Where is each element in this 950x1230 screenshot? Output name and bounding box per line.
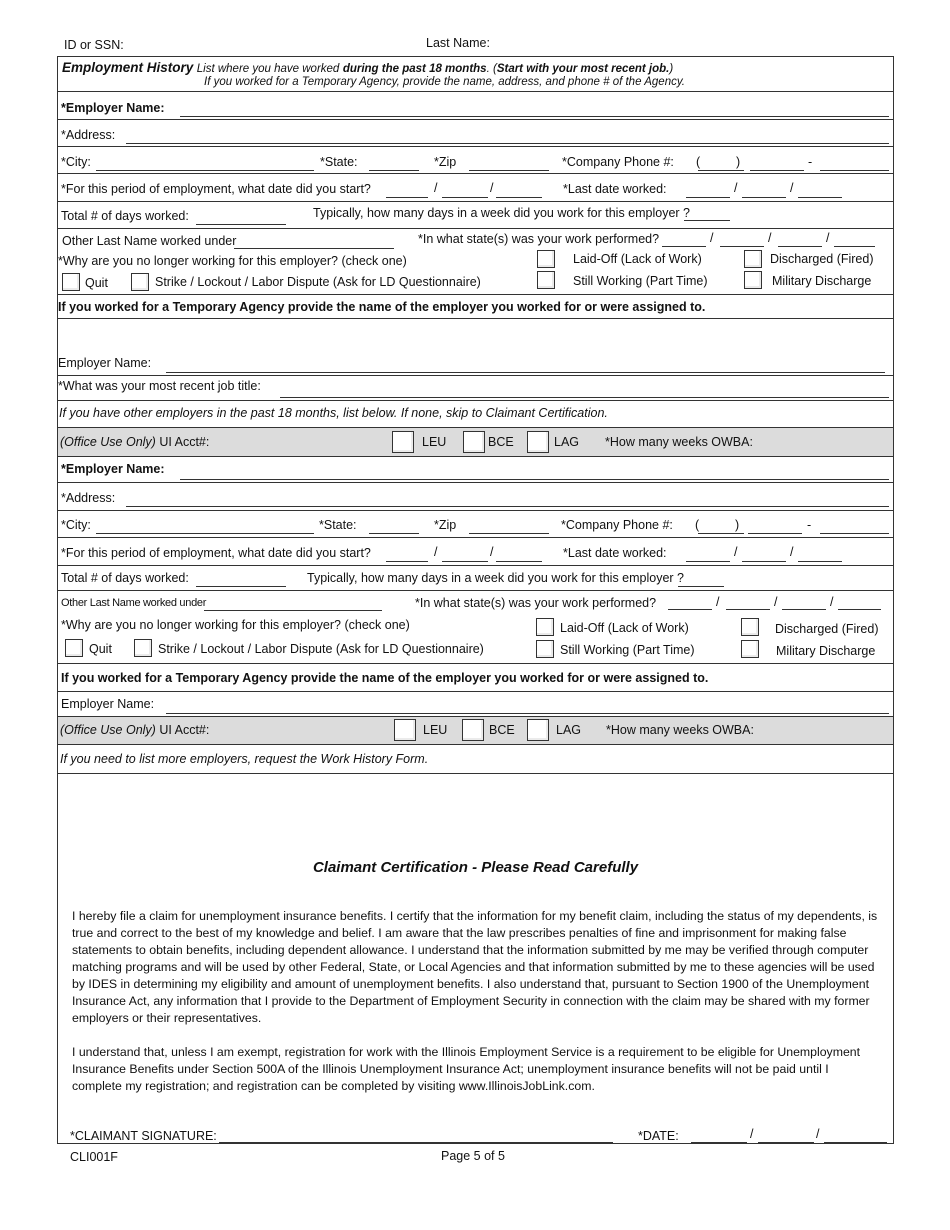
sign-day-field[interactable] [758,1142,814,1143]
employer-2-phone-area-field[interactable] [698,533,744,534]
divider [58,173,893,174]
employer-2-name-field[interactable] [180,479,889,480]
total-days-label: Total # of days worked: [61,209,189,223]
phone-paren-close: ) [736,155,741,169]
phone-dash: - [807,518,812,532]
employer-2-phone-prefix-field[interactable] [748,533,802,534]
temp-employer-name-label: Employer Name: [61,697,155,711]
employer-2-city-field[interactable] [96,533,314,534]
state-slash: / [830,595,834,609]
employer-2-days-per-week-field[interactable] [678,586,724,587]
military-discharge-checkbox[interactable] [741,640,759,658]
start-date-question: *For this period of employment, what date did you start? [61,546,371,560]
leu-label: LEU [422,435,447,449]
military-discharge-label: Military Discharge [772,274,872,288]
work-state-field-3[interactable] [778,246,822,247]
last-day-field[interactable] [742,197,786,198]
city-field[interactable] [96,170,314,171]
lag-checkbox[interactable] [527,431,549,453]
ui-acct-label: UI Acct#: [159,723,210,737]
divider [58,91,893,92]
divider [58,744,893,745]
address-label: *Address: [61,491,116,505]
discharged-label: Discharged (Fired) [770,252,874,266]
signature-field[interactable] [219,1142,613,1143]
employer-2-last-day-field[interactable] [742,561,786,562]
military-discharge-label: Military Discharge [776,644,876,658]
date-slash: / [490,181,494,195]
phone-paren-open: ( [695,518,700,532]
temp-agency-note: If you worked for a Temporary Agency provide the name of the employer you worked for or were assigned to. [58,300,706,314]
leu-label: LEU [423,723,448,737]
city-label: *City: [61,155,91,169]
lag-label: LAG [556,723,582,737]
company-phone-label: *Company Phone #: [561,518,673,532]
discharged-checkbox[interactable] [744,250,762,268]
state-label: *State: [319,518,357,532]
divider [58,456,893,457]
section-title: Employment History [62,60,194,75]
date-label: *DATE: [638,1129,679,1143]
employment-history-form [57,56,894,1144]
why-no-longer-question: *Why are you no longer working for this employer? (check one) [61,618,410,632]
employer-2-work-state-field-3[interactable] [782,609,826,610]
start-day-field[interactable] [442,197,488,198]
other-last-name-field[interactable] [234,248,394,249]
instr-text: . ( [486,63,497,75]
divider [58,691,893,692]
divider [58,482,893,483]
employment-history-heading [62,60,673,75]
phone-paren-open: ( [696,155,701,169]
other-last-name-label: Other Last Name worked under [61,597,207,609]
total-days-label: Total # of days worked: [61,571,189,585]
other-employers-note: If you have other employers in the past 18 months, list below. If none, skip to Claimant Certification. [59,406,608,420]
recent-job-title-question: *What was your most recent job title: [58,379,261,393]
divider [58,400,893,401]
recent-job-title-field[interactable] [280,397,889,398]
lag-label: LAG [554,435,580,449]
divider [58,375,893,376]
city-label: *City: [61,518,91,532]
employer-2-start-day-field[interactable] [442,561,488,562]
employer-2-work-state-field-1[interactable] [668,609,712,610]
days-per-week-question: Typically, how many days in a week did you work for this employer ? [313,206,691,220]
divider [58,716,893,717]
date-slash: / [434,181,438,195]
lag-checkbox[interactable] [527,719,549,741]
leu-checkbox[interactable] [392,431,414,453]
employer-2-work-state-field-4[interactable] [838,609,881,610]
certification-paragraph-2: I understand that, unless I am exempt, registration for work with the Illinois Employment Service is a requirement to be eligible for Unemployment Insurance Benefits under Section 500A of the Illinois Unemployment Insurance Act; unemployment insurance benefits will not be paid until I complete my registration; and registration can be completed by visiting www.IllinoisJobLink.com. [72,1045,861,1093]
form-id: CLI001F [70,1150,118,1164]
last-date-worked-label: *Last date worked: [563,546,667,560]
phone-prefix-field[interactable] [750,170,804,171]
id-ssn-label: ID or SSN: [64,38,124,52]
laid-off-checkbox[interactable] [536,618,554,636]
divider [58,773,893,774]
employer-2-temp-employer-field[interactable] [166,713,889,714]
employer-2-last-month-field[interactable] [686,561,730,562]
strike-checkbox[interactable] [131,273,149,291]
divider [58,537,893,538]
still-working-label: Still Working (Part Time) [573,274,708,288]
office-use-label: (Office Use Only) [60,723,156,737]
employer-2-other-last-name-field[interactable] [204,610,382,611]
instr-bold: during the past 18 months [342,63,487,75]
state-field[interactable] [369,170,419,171]
work-state-field-4[interactable] [834,246,875,247]
state-label: *State: [320,155,358,169]
still-working-checkbox[interactable] [537,271,555,289]
owba-question: *How many weeks OWBA: [606,723,754,737]
date-slash: / [790,181,794,195]
still-working-label: Still Working (Part Time) [560,643,695,657]
leu-checkbox[interactable] [394,719,416,741]
date-slash: / [434,545,438,559]
state-slash: / [710,231,714,245]
zip-field[interactable] [469,170,549,171]
start-date-question: *For this period of employment, what date did you start? [61,182,371,196]
employer-2-work-state-field-2[interactable] [726,609,770,610]
phone-dash: - [808,155,813,169]
divider [58,294,893,295]
laid-off-checkbox[interactable] [537,250,555,268]
date-slash: / [816,1127,820,1141]
divider [58,201,893,202]
state-slash: / [768,231,772,245]
temp-agency-instruction: If you worked for a Temporary Agency, provide the name, address, and phone # of the Agency. [204,76,685,88]
sign-year-field[interactable] [824,1142,887,1143]
instr-text: List where you have worked [196,63,340,75]
more-employers-note: If you need to list more employers, request the Work History Form. [60,752,429,766]
other-last-name-label: Other Last Name worked under [62,234,237,248]
certification-title: Claimant Certification - Please Read Carefully [312,859,639,876]
employer-2-last-year-field[interactable] [798,561,842,562]
why-no-longer-question: *Why are you no longer working for this employer? (check one) [58,254,407,268]
employer-name-label: *Employer Name: [61,101,165,115]
instr-text: ) [669,63,674,75]
start-year-field[interactable] [496,197,542,198]
zip-label: *Zip [434,155,457,169]
address-label: *Address: [61,128,116,142]
divider [58,565,893,566]
still-working-checkbox[interactable] [536,640,554,658]
employer-2-state-field[interactable] [369,533,419,534]
temp-agency-note: If you worked for a Temporary Agency provide the name of the employer you worked for or were assigned to. [61,671,709,685]
state-slash: / [774,595,778,609]
owba-question: *How many weeks OWBA: [605,435,753,449]
bce-checkbox[interactable] [462,719,484,741]
state-slash: / [826,231,830,245]
discharged-checkbox[interactable] [741,618,759,636]
employer-2-total-days-field[interactable] [196,586,286,587]
office-use-block [60,723,209,737]
divider [58,146,893,147]
divider [58,119,893,120]
strike-label: Strike / Lockout / Labor Dispute (Ask for LD Questionnaire) [158,642,484,656]
strike-label: Strike / Lockout / Labor Dispute (Ask for LD Questionnaire) [155,275,481,289]
quit-checkbox[interactable] [62,273,80,291]
employer-2-start-month-field[interactable] [386,561,428,562]
divider [58,590,893,591]
ui-acct-label: UI Acct#: [159,435,210,449]
instr-bold: Start with your most recent job. [496,63,670,75]
start-month-field[interactable] [386,197,428,198]
phone-line-field[interactable] [820,170,889,171]
divider [58,228,893,229]
employer-2-phone-line-field[interactable] [820,533,889,534]
employer-2-address-field[interactable] [126,506,889,507]
discharged-label: Discharged (Fired) [775,622,879,636]
quit-label: Quit [89,642,112,656]
work-state-field-2[interactable] [720,246,764,247]
laid-off-label: Laid-Off (Lack of Work) [560,621,689,635]
temp-employer-name-label: Employer Name: [58,356,152,370]
company-phone-label: *Company Phone #: [562,155,674,169]
work-state-question: *In what state(s) was your work performed? [415,596,657,610]
zip-label: *Zip [434,518,457,532]
work-state-question: *In what state(s) was your work performed? [418,232,660,246]
military-discharge-checkbox[interactable] [744,271,762,289]
bce-checkbox[interactable] [463,431,485,453]
bce-label: BCE [488,435,514,449]
phone-area-code-field[interactable] [698,170,744,171]
total-days-field[interactable] [196,224,286,225]
divider [58,318,893,319]
quit-label: Quit [85,276,108,290]
employer-name-field[interactable] [180,116,889,117]
last-name-label: Last Name: [426,36,490,50]
employer-2-start-year-field[interactable] [496,561,542,562]
address-field[interactable] [126,143,889,144]
date-slash: / [790,545,794,559]
quit-checkbox[interactable] [65,639,83,657]
days-per-week-question: Typically, how many days in a week did you work for this employer ? [307,571,685,585]
work-state-field-1[interactable] [662,246,706,247]
divider [58,510,893,511]
certification-paragraph-1: I hereby file a claim for unemployment insurance benefits. I certify that the information for my benefit claim, including the status of my dependents, is true and correct to the best of my knowledge and belief. I am aware that the law prescribes penalties of fine and imprisonment for making false statements to obtain benefits, including dependent allowance. I understand that the information submitted by me may be verified through computer matching programs and will be used by other Federal, State, or Local Agencies and that information submitted by me to these agencies will be used by IDES in determining my eligibility and amount of unemployment benefits. I also understand that, pursuant to Section 1900 of the Unemployment Insurance Act, any information that I provide to the Department of Employment Security in connection with the claim may be shared with my former employers or their representatives. [72,909,878,1025]
divider [58,663,893,664]
last-month-field[interactable] [686,197,730,198]
office-use-block [60,435,209,449]
strike-checkbox[interactable] [134,639,152,657]
date-slash: / [490,545,494,559]
office-use-label: (Office Use Only) [60,435,156,449]
last-date-worked-label: *Last date worked: [563,182,667,196]
phone-paren-close: ) [735,518,740,532]
temp-employer-name-field[interactable] [166,372,885,373]
employer-name-label: *Employer Name: [61,462,165,476]
signature-label: *CLAIMANT SIGNATURE: [70,1129,217,1143]
date-slash: / [734,181,738,195]
sign-month-field[interactable] [691,1142,747,1143]
page-number: Page 5 of 5 [441,1149,505,1163]
state-slash: / [716,595,720,609]
date-slash: / [734,545,738,559]
laid-off-label: Laid-Off (Lack of Work) [573,252,702,266]
bce-label: BCE [489,723,515,737]
last-year-field[interactable] [798,197,842,198]
date-slash: / [750,1127,754,1141]
days-per-week-field[interactable] [684,220,730,221]
employer-2-zip-field[interactable] [469,533,549,534]
